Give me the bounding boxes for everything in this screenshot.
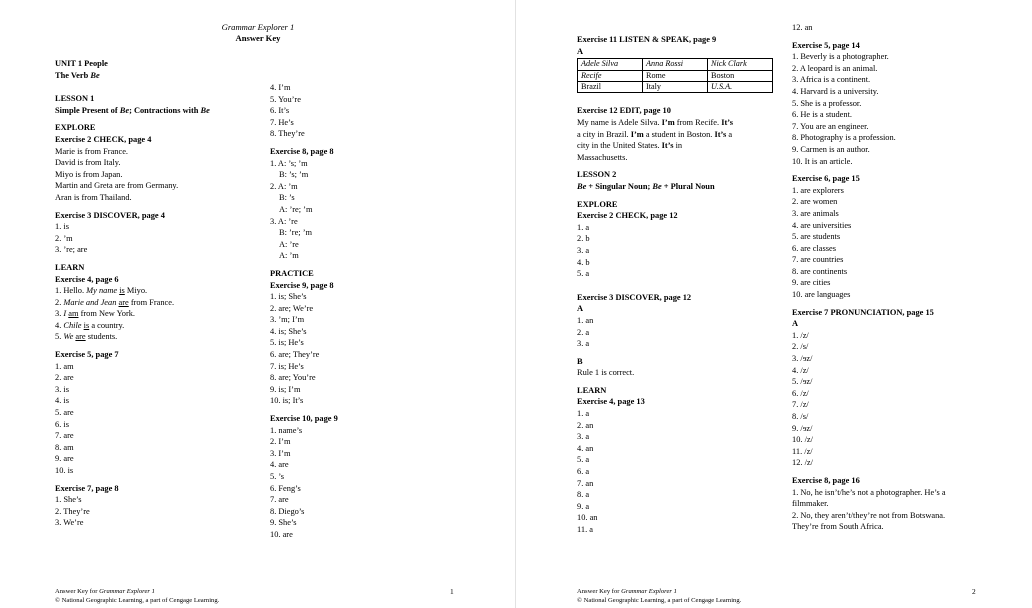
answer-line: city in the United States. It’s in (577, 141, 683, 151)
answer-line: 7. You are an engineer. (792, 121, 869, 131)
answer-line: 6. are; They’re (270, 350, 320, 360)
answer-line: 7. /z/ (792, 400, 809, 410)
answer-line: 8. Photography is a profession. (792, 133, 896, 143)
answer-line: 2. /s/ (792, 342, 809, 352)
answer-line: Miyo is from Japan. (55, 169, 123, 179)
answer-line: 4. Harvard is a university. (792, 86, 879, 96)
answer-line: 4. b (577, 257, 590, 267)
answer-line: 2. A: ’m (270, 181, 298, 191)
exercise-heading: Exercise 4, page 6 (55, 274, 119, 284)
table-cell: Italy (643, 82, 708, 93)
exercise-heading: Exercise 12 EDIT, page 10 (577, 106, 671, 116)
answer-line: 3. is (55, 384, 69, 394)
section-heading-explore: EXPLORE (55, 123, 96, 133)
answer-line: 8. a (577, 490, 590, 500)
answer-line: Aran is from Thailand. (55, 192, 132, 202)
answer-line: 4. Chile is a country. (55, 320, 125, 330)
exercise-heading: Exercise 4, page 13 (577, 397, 645, 407)
exercise-heading: Exercise 6, page 15 (792, 174, 860, 184)
lesson-heading: LESSON 2 (577, 170, 617, 180)
table-cell: Brazil (578, 82, 643, 93)
answer-line: A: ’re (279, 239, 299, 249)
exercise-part-label: A (577, 46, 584, 56)
answer-line: 8. am (55, 442, 74, 452)
answer-line: 9. a (577, 501, 590, 511)
exercise-heading: Exercise 3 DISCOVER, page 12 (577, 292, 692, 302)
answer-line: 3. a (577, 432, 590, 442)
page1-left-column (55, 58, 210, 529)
exercise-heading: Exercise 5, page 7 (55, 350, 119, 360)
answer-line: 9. is; I’m (270, 384, 301, 394)
exercise-heading: Exercise 9, page 8 (270, 280, 334, 290)
page-number: 1 (450, 587, 454, 596)
answer-line: 9. Carmen is an author. (792, 144, 870, 154)
answer-line: 6. are classes (792, 243, 836, 253)
answer-line: 10. is; It’s (270, 396, 304, 406)
answer-line: 1. an (577, 315, 594, 325)
page-number: 2 (972, 587, 976, 596)
answer-key-page-2 (516, 0, 1032, 608)
answer-line: 9. are (55, 454, 74, 464)
exercise-heading: Exercise 5, page 14 (792, 40, 860, 50)
answer-line: 3. a (577, 245, 590, 255)
table-cell: Recife (578, 70, 643, 81)
answer-line: 7. are countries (792, 255, 844, 265)
answer-line: 5. You’re (270, 94, 301, 104)
exercise-part-label: A (577, 304, 584, 314)
exercise-heading: Exercise 7, page 8 (55, 483, 119, 493)
answer-line: 2. Marie and Jean are from France. (55, 297, 175, 307)
answer-line: 3. ’re; are (55, 245, 88, 255)
answer-line: 1. name’s (270, 425, 303, 435)
answer-line: 3. a (577, 339, 590, 349)
answer-line: 1. No, he isn’t/he’s not a photographer. He’s a (792, 487, 946, 497)
answer-line: 3. are animals (792, 208, 839, 218)
answer-line: 2. A leopard is an animal. (792, 63, 878, 73)
answer-line: 6. /z/ (792, 388, 809, 398)
answer-line: 1. is; She’s (270, 292, 307, 302)
answer-line: 2. an (577, 420, 594, 430)
book-title: Grammar Explorer 1 (221, 22, 295, 32)
exercise-part-label: B (577, 356, 583, 366)
answer-line: 6. It’s (270, 106, 290, 116)
table-cell: Boston (708, 70, 773, 81)
answer-line: B: ’s (279, 193, 295, 203)
page2-right-column (792, 22, 946, 533)
answer-line: 7. are (55, 431, 74, 441)
answer-line: David is from Italy. (55, 158, 121, 168)
answer-line: 1. a (577, 409, 590, 419)
answer-line: 2. No, they aren’t/they’re not from Botswana. (792, 510, 946, 520)
answer-line: They’re from South Africa. (792, 522, 884, 532)
listen-speak-table (577, 58, 773, 93)
page1-right-column (270, 82, 338, 541)
answer-line: 7. an (577, 478, 594, 488)
unit-subheading: The Verb Be (55, 70, 100, 80)
answer-line: 1. Hello. My name is Miyo. (55, 286, 148, 296)
answer-line: 2. ’m (55, 233, 73, 243)
answer-line: 6. is (55, 419, 69, 429)
lesson-subheading: Simple Present of Be; Contractions with Be (55, 105, 210, 115)
answer-line: 11. /z/ (792, 446, 813, 456)
answer-line: 12. an (792, 23, 813, 32)
exercise-heading: Exercise 11 LISTEN & SPEAK, page 9 (577, 35, 717, 44)
table-cell: Rome (643, 70, 708, 81)
lesson-subheading: Be + Singular Noun; Be + Plural Noun (577, 181, 715, 191)
answer-line: 7. are (270, 495, 289, 505)
answer-line: 4. are (270, 460, 289, 470)
section-heading-explore: EXPLORE (577, 199, 618, 209)
answer-line: 2. are; We’re (270, 303, 314, 313)
exercise-heading: Exercise 2 CHECK, page 4 (55, 134, 152, 144)
answer-line: 10. It is an article. (792, 156, 853, 166)
answer-line: 1. A: ’s; ’m (270, 158, 308, 168)
answer-line: My name is Adele Silva. I’m from Recife. It’s (577, 118, 734, 127)
answer-line: 4. is; She’s (270, 326, 307, 336)
answer-line: 1. Beverly is a photographer. (792, 52, 889, 62)
answer-line: 1. is (55, 222, 69, 232)
section-heading-learn: LEARN (577, 385, 607, 395)
answer-line: Martin and Greta are from Germany. (55, 181, 179, 191)
answer-line: 8. are continents (792, 266, 848, 276)
unit-heading: UNIT 1 People (55, 59, 108, 68)
answer-line: 5. a (577, 455, 590, 465)
exercise-heading: Exercise 2 CHECK, page 12 (577, 211, 678, 221)
answer-line: B: ’s; ’m (279, 170, 309, 180)
answer-line: 3. ’m; I’m (270, 315, 305, 325)
answer-line: 3. We’re (55, 518, 84, 528)
answer-line: 9. are cities (792, 278, 831, 288)
answer-line: 5. /ɘz/ (792, 377, 813, 387)
answer-line: 8. They’re (270, 129, 305, 139)
answer-line: 8. are; You’re (270, 373, 316, 383)
answer-line: Marie is from France. (55, 146, 129, 156)
answer-line: 10. is (55, 466, 74, 475)
document-header (0, 22, 516, 44)
answer-line: 3. A: ’re (270, 216, 298, 226)
answer-line: 9. She’s (270, 518, 297, 528)
answer-line: 10. an (577, 513, 598, 523)
answer-line: Rule 1 is correct. (577, 368, 635, 378)
table-cell: Nick Clark (708, 59, 773, 70)
section-heading-learn: LEARN (55, 262, 85, 272)
answer-line: 1. /z/ (792, 330, 809, 340)
answer-line: 7. is; He’s (270, 361, 304, 371)
answer-line: 6. He is a student. (792, 110, 853, 120)
answer-line: a city in Brazil. I’m a student in Boston. It’s a (577, 129, 733, 139)
answer-line: 2. are women (792, 197, 838, 207)
table-cell: Anna Rossi (643, 59, 708, 70)
answer-line: 3. I am from New York. (55, 309, 136, 319)
answer-line: 6. a (577, 467, 590, 477)
answer-line: 5. is; He’s (270, 338, 304, 348)
answer-line: A: ’m (279, 251, 299, 261)
answer-line: B: ’re; ’m (279, 228, 313, 238)
answer-line: 5. ’s (270, 472, 284, 481)
exercise-heading: Exercise 3 DISCOVER, page 4 (55, 210, 165, 220)
answer-line: 8. Diego’s (270, 506, 305, 516)
answer-line: 7. He’s (270, 117, 294, 127)
answer-line: 5. are (55, 408, 74, 418)
exercise-heading: Exercise 8, page 8 (270, 146, 334, 156)
lesson-heading: LESSON 1 (55, 94, 95, 104)
answer-line: 4. I’m (270, 83, 291, 92)
answer-line: 1. She’s (55, 495, 82, 505)
answer-line: 10. are (270, 529, 293, 539)
answer-line: 5. are students (792, 232, 841, 242)
page2-left-column (577, 34, 773, 536)
exercise-heading: Exercise 10, page 9 (270, 414, 338, 424)
answer-line: A: ’re; ’m (279, 204, 313, 214)
answer-line: 2. They’re (55, 506, 90, 516)
exercise-part-label: A (792, 319, 799, 329)
answer-line: 2. I’m (270, 437, 291, 447)
answer-line: 3. Africa is a continent. (792, 75, 871, 85)
answer-line: 3. I’m (270, 448, 291, 458)
answer-line: 6. Feng’s (270, 483, 301, 493)
table-cell: U.S.A. (708, 82, 773, 93)
answer-line: 12. /z/ (792, 458, 813, 468)
answer-line: 4. is (55, 396, 69, 406)
answer-line: 11. a (577, 525, 593, 534)
answer-line: 1. are explorers (792, 185, 844, 195)
answer-line: 2. b (577, 234, 590, 244)
answer-line: 10. are languages (792, 290, 851, 300)
answer-line: 5. We are students. (55, 332, 118, 342)
answer-line: 5. She is a professor. (792, 98, 862, 108)
answer-line: 2. are (55, 373, 74, 383)
table-cell: Adele Silva (578, 59, 643, 70)
answer-line: Massachusetts. (577, 152, 628, 162)
answer-line: 5. a (577, 269, 590, 279)
answer-line: 2. a (577, 327, 590, 337)
document-subtitle: Answer Key (235, 33, 281, 43)
answer-line: 4. are universities (792, 220, 852, 230)
answer-line: 8. /s/ (792, 412, 809, 421)
answer-line: 9. /ɘz/ (792, 423, 813, 433)
page-footer: Answer Key for Grammar Explorer 1 © National Geographic Learning, a part of Cengage Learning. (55, 588, 220, 604)
answer-line: 10. /z/ (792, 435, 813, 445)
answer-line: 1. am (55, 361, 74, 371)
answer-line: 4. /z/ (792, 365, 809, 375)
page-footer: Answer Key for Grammar Explorer 1 © National Geographic Learning, a part of Cengage Learning. (577, 588, 742, 604)
exercise-heading: Exercise 7 PRONUNCIATION, page 15 (792, 307, 934, 317)
answer-line: 4. an (577, 443, 594, 453)
answer-line: filmmaker. (792, 499, 829, 509)
exercise-heading: Exercise 8, page 16 (792, 475, 860, 485)
answer-line: 3. /ɘz/ (792, 354, 813, 364)
section-heading-practice: PRACTICE (270, 268, 314, 278)
answer-line: 1. a (577, 222, 590, 232)
